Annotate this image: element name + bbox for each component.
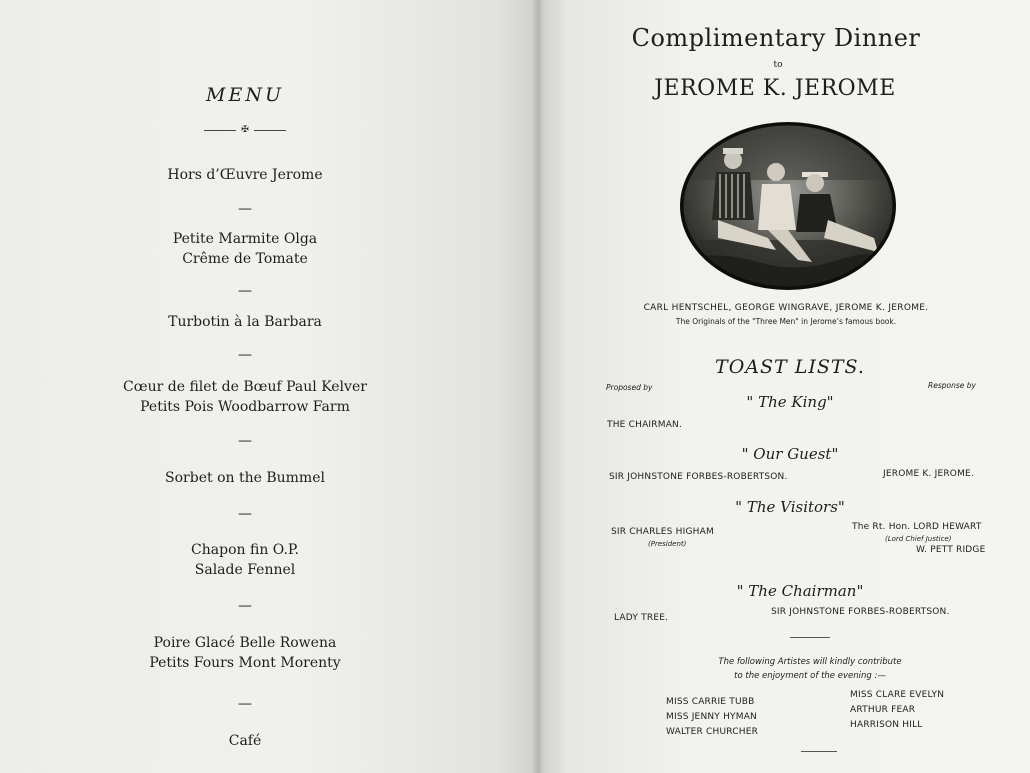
menu-item: Hors d’Œuvre Jerome bbox=[167, 167, 323, 183]
course-separator: — bbox=[238, 201, 252, 217]
toast-title: " The Chairman" bbox=[736, 582, 864, 600]
artistes-intro: The following Artistes will kindly contribute bbox=[718, 657, 902, 667]
course-separator: — bbox=[238, 598, 252, 614]
artiste-name: MISS JENNY HYMAN bbox=[666, 712, 757, 722]
menu-course bbox=[140, 468, 350, 488]
toast-responder: W. PETT RIDGE bbox=[916, 545, 986, 555]
menu-course bbox=[140, 540, 350, 580]
toast-proposer: SIR CHARLES HIGHAM bbox=[611, 527, 714, 537]
book-gutter bbox=[532, 0, 544, 773]
response-by-label: Response by bbox=[928, 381, 976, 390]
section-divider bbox=[790, 637, 830, 638]
menu-course bbox=[140, 731, 350, 751]
toast-lists-title: TOAST LISTS. bbox=[715, 356, 865, 378]
toast-title: " The Visitors" bbox=[735, 498, 845, 516]
course-separator: — bbox=[238, 433, 252, 449]
guest-of-honour: JEROME K. JEROME bbox=[654, 76, 896, 101]
menu-course bbox=[140, 312, 350, 332]
photo-caption-subtitle: The Originals of the "Three Men" in Jerome’s famous book. bbox=[675, 317, 897, 326]
three-men-photo bbox=[678, 120, 898, 292]
menu-item: Salade Fennel bbox=[194, 562, 296, 578]
menu-item: Crême de Tomate bbox=[182, 251, 308, 267]
course-separator: — bbox=[238, 506, 252, 522]
artistes-left-column bbox=[666, 695, 758, 740]
artiste-name: HARRISON HILL bbox=[850, 720, 923, 730]
menu-title: MENU bbox=[206, 84, 284, 106]
toast-responder: The Rt. Hon. LORD HEWART bbox=[852, 522, 982, 532]
menu-course bbox=[140, 229, 350, 269]
toast-responder: SIR JOHNSTONE FORBES-ROBERTSON. bbox=[771, 607, 950, 617]
artistes-right-column bbox=[850, 688, 944, 733]
course-separator: — bbox=[238, 696, 252, 712]
title-connector: to bbox=[773, 60, 783, 70]
artiste-name: MISS CLARE EVELYN bbox=[850, 690, 945, 700]
menu-item: Café bbox=[228, 733, 262, 749]
menu-item: Sorbet on the Bummel bbox=[165, 470, 325, 486]
toast-proposer-note: (President) bbox=[648, 540, 687, 548]
artiste-name: WALTER CHURCHER bbox=[666, 727, 759, 737]
menu-ornament bbox=[200, 124, 290, 136]
course-separator: — bbox=[238, 283, 252, 299]
ornament-knot-icon: ✠ bbox=[241, 125, 249, 135]
toast-proposer: LADY TREE. bbox=[614, 613, 669, 623]
page-title: Complimentary Dinner bbox=[631, 24, 921, 52]
menu-item: Turbotin à la Barbara bbox=[168, 314, 322, 330]
menu-item: Chapon fin O.P. bbox=[191, 542, 299, 558]
photo-caption-names: CARL HENTSCHEL, GEORGE WINGRAVE, JEROME K. JEROME. bbox=[643, 303, 929, 313]
toast-responder-note: (Lord Chief Justice) bbox=[885, 535, 952, 543]
menu-item: Cœur de filet de Bœuf Paul Kelver bbox=[123, 379, 367, 395]
menu-item: Petite Marmite Olga bbox=[172, 231, 318, 247]
toast-proposer: SIR JOHNSTONE FORBES-ROBERTSON. bbox=[609, 472, 788, 482]
toast-proposer: THE CHAIRMAN. bbox=[607, 420, 683, 430]
section-divider bbox=[801, 751, 837, 752]
artiste-name: ARTHUR FEAR bbox=[850, 705, 916, 715]
menu-item: Petits Fours Mont Morenty bbox=[149, 655, 341, 671]
menu-course bbox=[90, 633, 400, 673]
menu-item: Poire Glacé Belle Rowena bbox=[153, 635, 337, 651]
artiste-name: MISS CARRIE TUBB bbox=[666, 697, 755, 707]
toast-title: " Our Guest" bbox=[741, 445, 839, 463]
menu-course bbox=[140, 165, 350, 185]
course-separator: — bbox=[238, 347, 252, 363]
toast-responder: JEROME K. JEROME. bbox=[883, 469, 975, 479]
toast-title: " The King" bbox=[746, 393, 834, 411]
menu-item: Petits Pois Woodbarrow Farm bbox=[140, 399, 350, 415]
proposed-by-label: Proposed by bbox=[606, 383, 653, 392]
artistes-intro: to the enjoyment of the evening :— bbox=[734, 671, 886, 681]
menu-course bbox=[60, 377, 430, 417]
